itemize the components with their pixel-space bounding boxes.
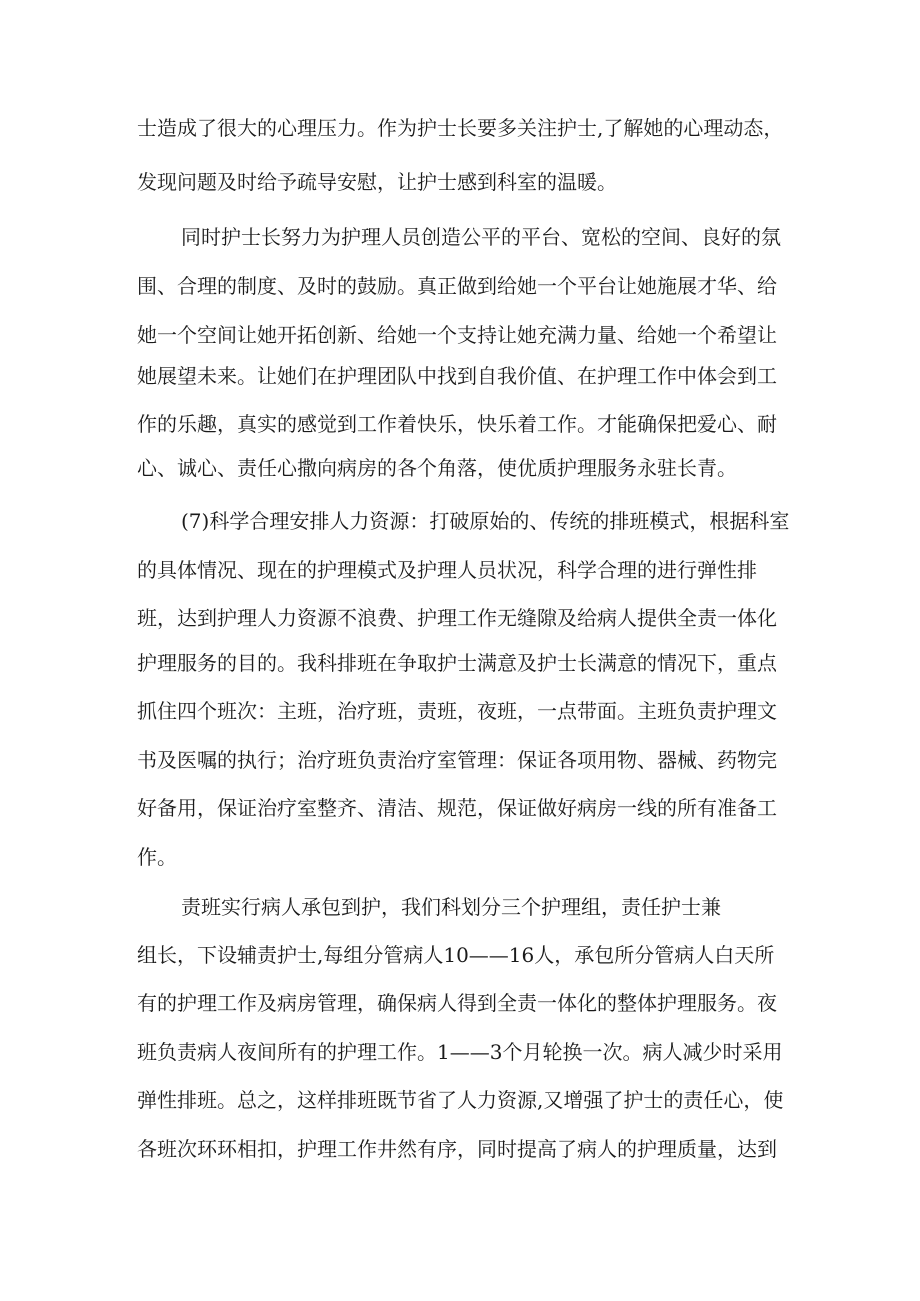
text-line: 各班次环环相扣，护理工作井然有序，同时提高了病人的护理质量，达到: [137, 1137, 777, 1161]
text-line: 班负责病人夜间所有的护理工作。1——3个月轮换一次。病人减少时采用: [137, 1040, 783, 1064]
paragraph-start-line: (7)科学合理安排人力资源：打破原始的、传统的排班模式，根据科室: [181, 509, 790, 533]
text-line: 作。: [137, 845, 177, 869]
text-line: 她展望未来。让她们在护理团队中找到自我价值、在护理工作中体会到工: [137, 364, 777, 388]
text-line: 发现问题及时给予疏导安慰，让护士感到科室的温暖。: [137, 170, 617, 194]
text-line: 好备用，保证治疗室整齐、清洁、规范，保证做好病房一线的所有准备工: [137, 796, 777, 820]
text-line: 她一个空间让她开拓创新、给她一个支持让她充满力量、给她一个希望让: [137, 323, 777, 347]
paragraph-start-line: 同时护士长努力为护理人员创造公平的平台、宽松的空间、良好的氛: [181, 225, 781, 249]
text-line: 围、合理的制度、及时的鼓励。真正做到给她一个平台让她施展才华、给: [137, 274, 777, 298]
text-line: 士造成了很大的心理压力。作为护士长要多关注护士,了解她的心理动态，: [137, 116, 784, 140]
text-line: 护理服务的目的。我科排班在争取护士满意及护士长满意的情况下，重点: [137, 651, 777, 675]
text-line: 作的乐趣，真实的感觉到工作着快乐，快乐着工作。才能确保把爱心、耐: [137, 412, 777, 436]
text-line: 书及医嘱的执行；治疗班负责治疗室管理：保证各项用物、器械、药物完: [137, 748, 777, 772]
text-line: 班，达到护理人力资源不浪费、护理工作无缝隙及给病人提供全责一体化: [137, 606, 777, 630]
paragraph-start-line: 责班实行病人承包到护，我们科划分三个护理组，责任护士兼: [181, 895, 721, 919]
text-line: 的具体情况、现在的护理模式及护理人员状况，科学合理的进行弹性排: [137, 558, 757, 582]
text-line: 组长，下设辅责护士,每组分管病人10——16人，承包所分管病人白天所: [137, 943, 775, 967]
text-line: 有的护理工作及病房管理，确保病人得到全责一体化的整体护理服务。夜: [137, 991, 777, 1015]
text-line: 心、诚心、责任心撒向病房的各个角落，使优质护理服务永驻长青。: [137, 456, 737, 480]
text-line: 弹性排班。总之，这样排班既节省了人力资源,又增强了护士的责任心，使: [137, 1088, 784, 1112]
text-line: 抓住四个班次：主班，治疗班，责班，夜班，一点带面。主班负责护理文: [137, 699, 777, 723]
